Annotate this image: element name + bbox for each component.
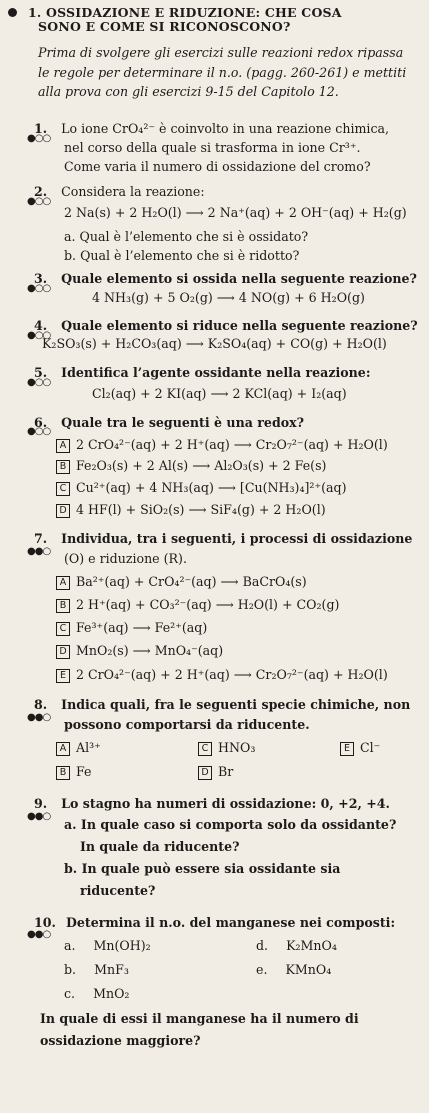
item-e: e. KMnO₄ <box>256 962 332 977</box>
question-9: 9. Lo stagno ha numeri di ossidazione: 0, +2, +4. <box>34 796 390 811</box>
difficulty-dots-icon: ●●○ <box>27 811 51 822</box>
section-heading: 1. OSSIDAZIONE E RIDUZIONE: CHE COSA SONO E COME SI RICONOSCONO? <box>28 6 342 34</box>
option-a[interactable]: A 2 CrO₄²⁻(aq) + 2 H⁺(aq) ⟶ Cr₂O₇²⁻(aq) + H₂O(l) <box>56 437 388 453</box>
option-d[interactable]: D MnO₂(s) ⟶ MnO₄⁻(aq) <box>56 643 223 659</box>
difficulty-dots-icon: ●○○ <box>27 426 51 437</box>
option-e[interactable]: E Cl⁻ <box>340 740 380 756</box>
difficulty-dots-icon: ●○○ <box>27 330 51 341</box>
item-a: a. Mn(OH)₂ <box>64 938 151 953</box>
question-1: 1. Lo ione CrO₄²⁻ è coinvolto in una reazione chimica, <box>34 121 390 136</box>
difficulty-dots-icon: ●○○ <box>27 196 51 207</box>
question-8: 8. Indica quali, fra le seguenti specie chimiche, non <box>34 697 411 712</box>
exercise-page: 1. OSSIDAZIONE E RIDUZIONE: CHE COSA SONO E COME SI RICONOSCONO? Prima di svolgere gli esercizi sulle reazioni redox ripassa le regole per determinare il n.o. (pagg. 260-261) e mettiti alla prova con gli esercizi 9-15 del Capitolo 12. 1. Lo ione CrO₄²⁻ è coinvolto in una reazione chimica, ●○○ nel corso della quale si trasforma in ione Cr³⁺. Come varia il numero di ossidazione del cromo? 2. Considera la reazione: ●○○ 2 Na(s) + 2 H₂O(l) ⟶ 2 Na⁺(aq) + 2 OH⁻(aq) + H₂(g) a. Qual è l’elemento che si è ossidato? b. Qual è l’elemento che si è ridotto? 3. Quale elemento si ossida nella seguente reazione? ●○○ 4 NH₃(g) + 5 O₂(g) ⟶ 4 NO(g) + 6 H₂O(g) 4. Quale elemento si riduce nella seguente reazione? ●○○ K₂SO₃(s) + H₂CO₃(aq) ⟶ K₂SO₄(aq) + CO(g) + H₂O(l) 5. Identifica l’agente ossidante nella reazione: ●○○ Cl₂(aq) + 2 KI(aq) ⟶ 2 KCl(aq) + I₂(aq) 6. Quale tra le seguenti è una redox? ●○○ A 2 CrO₄²⁻(aq) + 2 H⁺(aq) ⟶ Cr₂O₇²⁻(aq) + H₂O(l) B Fe₂O₃(s) + 2 Al(s) ⟶ Al₂O₃(s) + 2 Fe(s) C Cu²⁺(aq) + 4 NH₃(aq) ⟶ [Cu(NH₃)₄]²⁺(aq) D 4 HF(l) + SiO₂(s) ⟶ SiF₄(g) + 2 H₂O(l) 7. Individua, tra i seguenti, i processi di ossidazione ●●○ (O) e riduzione (R). A Ba²⁺(aq) + CrO₄²⁻(aq) ⟶ BaCrO₄(s) B 2 H⁺(aq) + CO₃²⁻(aq) ⟶ H₂O(l) + CO₂(g) C Fe³⁺(aq) ⟶ Fe²⁺(aq) D MnO₂(s) ⟶ MnO₄⁻(aq) E 2 CrO₄²⁻(aq) + 2 H⁺(aq) ⟶ Cr₂O₇²⁻(aq) + H₂O(l) 8. Indica quali, fra le seguenti specie chimiche, non ●●○ possono comportarsi da riducente. A Al³⁺ C HNO₃ E Cl⁻ B Fe D Br 9. Lo stagno ha numeri di ossidazione: 0, +2, +4. ●●○ a. In quale caso si comporta solo da ossidante? In quale da riducente? b. In quale può essere sia ossidante sia riducente? 10. Determina il n.o. del manganese nei composti: ●●○ a. Mn(OH)₂ d. K₂MnO₄ b. MnF₃ e. KMnO₄ c. MnO₂ In quale di essi il manganese ha il numero di ossidazione maggiore? <box>0 0 429 1113</box>
question-6: 6. Quale tra le seguenti è una redox? <box>34 415 305 430</box>
option-e[interactable]: E 2 CrO₄²⁻(aq) + 2 H⁺(aq) ⟶ Cr₂O₇²⁻(aq) + H₂O(l) <box>56 667 388 683</box>
question-10: 10. Determina il n.o. del manganese nei composti: <box>34 915 396 930</box>
option-d[interactable]: D Br <box>198 764 233 780</box>
option-c[interactable]: C Fe³⁺(aq) ⟶ Fe²⁺(aq) <box>56 620 207 636</box>
option-b[interactable]: B Fe <box>56 764 92 780</box>
difficulty-dots-icon: ●○○ <box>27 133 51 144</box>
heading-bullet-icon <box>8 8 17 17</box>
option-d[interactable]: D 4 HF(l) + SiO₂(s) ⟶ SiF₄(g) + 2 H₂O(l) <box>56 502 326 518</box>
item-c: c. MnO₂ <box>64 986 130 1001</box>
option-b[interactable]: B 2 H⁺(aq) + CO₃²⁻(aq) ⟶ H₂O(l) + CO₂(g) <box>56 597 339 613</box>
item-b: b. MnF₃ <box>64 962 129 977</box>
difficulty-dots-icon: ●●○ <box>27 712 51 723</box>
item-d: d. K₂MnO₄ <box>256 938 337 953</box>
question-4: 4. Quale elemento si riduce nella seguente reazione? <box>34 318 418 333</box>
question-5: 5. Identifica l’agente ossidante nella reazione: <box>34 365 371 380</box>
equation: 2 Na(s) + 2 H₂O(l) ⟶ 2 Na⁺(aq) + 2 OH⁻(aq) + H₂(g) <box>64 205 407 220</box>
difficulty-dots-icon: ●●○ <box>27 929 51 940</box>
equation: Cl₂(aq) + 2 KI(aq) ⟶ 2 KCl(aq) + I₂(aq) <box>92 386 347 401</box>
option-b[interactable]: B Fe₂O₃(s) + 2 Al(s) ⟶ Al₂O₃(s) + 2 Fe(s) <box>56 458 326 474</box>
equation: 4 NH₃(g) + 5 O₂(g) ⟶ 4 NO(g) + 6 H₂O(g) <box>92 290 365 305</box>
intro-text: Prima di svolgere gli esercizi sulle reazioni redox ripassa le regole per determinare il n.o. (pagg. 260-261) e mettiti alla prova con gli esercizi 9-15 del Capitolo 12. <box>38 45 407 99</box>
equation: K₂SO₃(s) + H₂CO₃(aq) ⟶ K₂SO₄(aq) + CO(g) + H₂O(l) <box>42 336 387 351</box>
difficulty-dots-icon: ●○○ <box>27 377 51 388</box>
difficulty-dots-icon: ●●○ <box>27 546 51 557</box>
question-3: 3. Quale elemento si ossida nella seguente reazione? <box>34 271 417 286</box>
option-a[interactable]: A Al³⁺ <box>56 740 101 756</box>
question-7: 7. Individua, tra i seguenti, i processi di ossidazione <box>34 531 413 546</box>
difficulty-dots-icon: ●○○ <box>27 283 51 294</box>
option-c[interactable]: C HNO₃ <box>198 740 255 756</box>
question-2: 2. Considera la reazione: <box>34 184 205 199</box>
option-c[interactable]: C Cu²⁺(aq) + 4 NH₃(aq) ⟶ [Cu(NH₃)₄]²⁺(aq) <box>56 480 347 496</box>
option-a[interactable]: A Ba²⁺(aq) + CrO₄²⁻(aq) ⟶ BaCrO₄(s) <box>56 574 307 590</box>
